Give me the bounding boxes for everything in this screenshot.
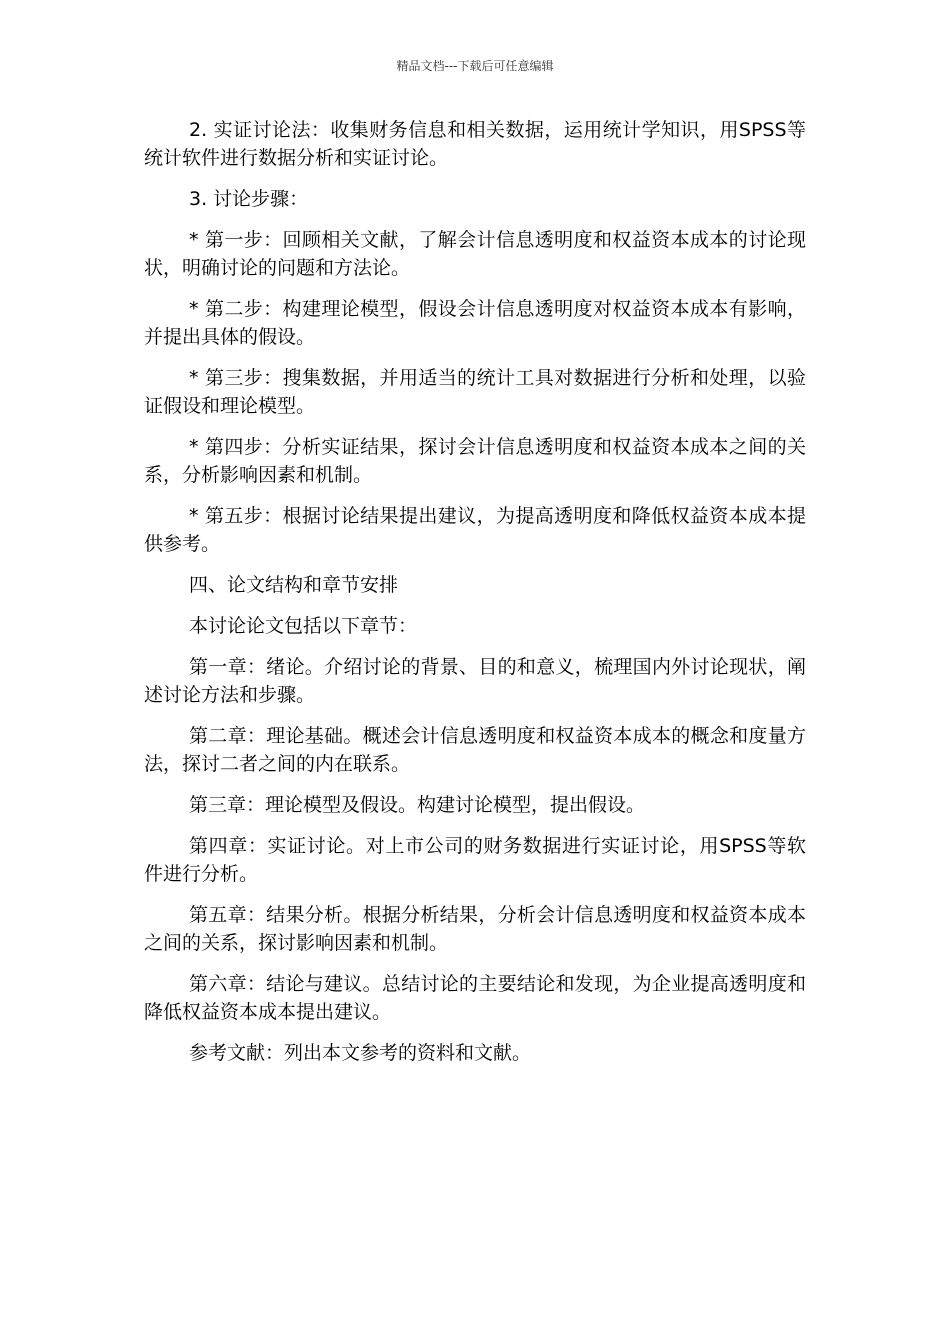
paragraph-step-2: * 第二步：构建理论模型，假设会计信息透明度对权益资本成本有影响，并提出具体的假设。 [144, 298, 806, 348]
paragraph-chapter-3: 第三章：理论模型及假设。构建讨论模型，提出假设。 [189, 794, 646, 816]
paragraph-chapters-intro: 本讨论论文包括以下章节： [189, 615, 418, 637]
paragraph-step-1: * 第一步：回顾相关文献，了解会计信息透明度和权益资本成本的讨论现状，明确讨论的问题和方法论。 [144, 229, 806, 279]
section-heading-structure: 四、论文结构和章节安排 [189, 574, 399, 596]
paragraph-chapter-5: 第五章：结果分析。根据分析结果，分析会计信息透明度和权益资本成本之间的关系，探讨影响因素和机制。 [144, 904, 806, 954]
paragraph-step-4: * 第四步：分析实证结果，探讨会计信息透明度和权益资本成本之间的关系，分析影响因素和机制。 [144, 436, 806, 486]
page-header: 精品文档---下载后可任意编辑 [396, 59, 554, 73]
paragraph-chapter-1: 第一章：绪论。介绍讨论的背景、目的和意义，梳理国内外讨论现状，阐述讨论方法和步骤。 [144, 656, 806, 706]
paragraph-step-3: * 第三步：搜集数据，并用适当的统计工具对数据进行分析和处理，以验证假设和理论模型。 [144, 367, 806, 417]
paragraph-method-empirical: 2. 实证讨论法：收集财务信息和相关数据，运用统计学知识，用SPSS等统计软件进行数据分析和实证讨论。 [144, 119, 806, 169]
paragraph-chapter-4: 第四章：实证讨论。对上市公司的财务数据进行实证讨论，用SPSS等软件进行分析。 [144, 835, 806, 885]
paragraph-chapter-2: 第二章：理论基础。概述会计信息透明度和权益资本成本的概念和度量方法，探讨二者之间的内在联系。 [144, 725, 806, 775]
paragraph-references: 参考文献：列出本文参考的资料和文献。 [189, 1042, 532, 1064]
paragraph-chapter-6: 第六章：结论与建议。总结讨论的主要结论和发现，为企业提高透明度和降低权益资本成本提出建议。 [144, 973, 806, 1023]
paragraph-step-5: * 第五步：根据讨论结果提出建议，为提高透明度和降低权益资本成本提供参考。 [144, 505, 806, 555]
document-body [144, 116, 806, 1080]
paragraph-steps-heading: 3. 讨论步骤： [189, 188, 309, 210]
